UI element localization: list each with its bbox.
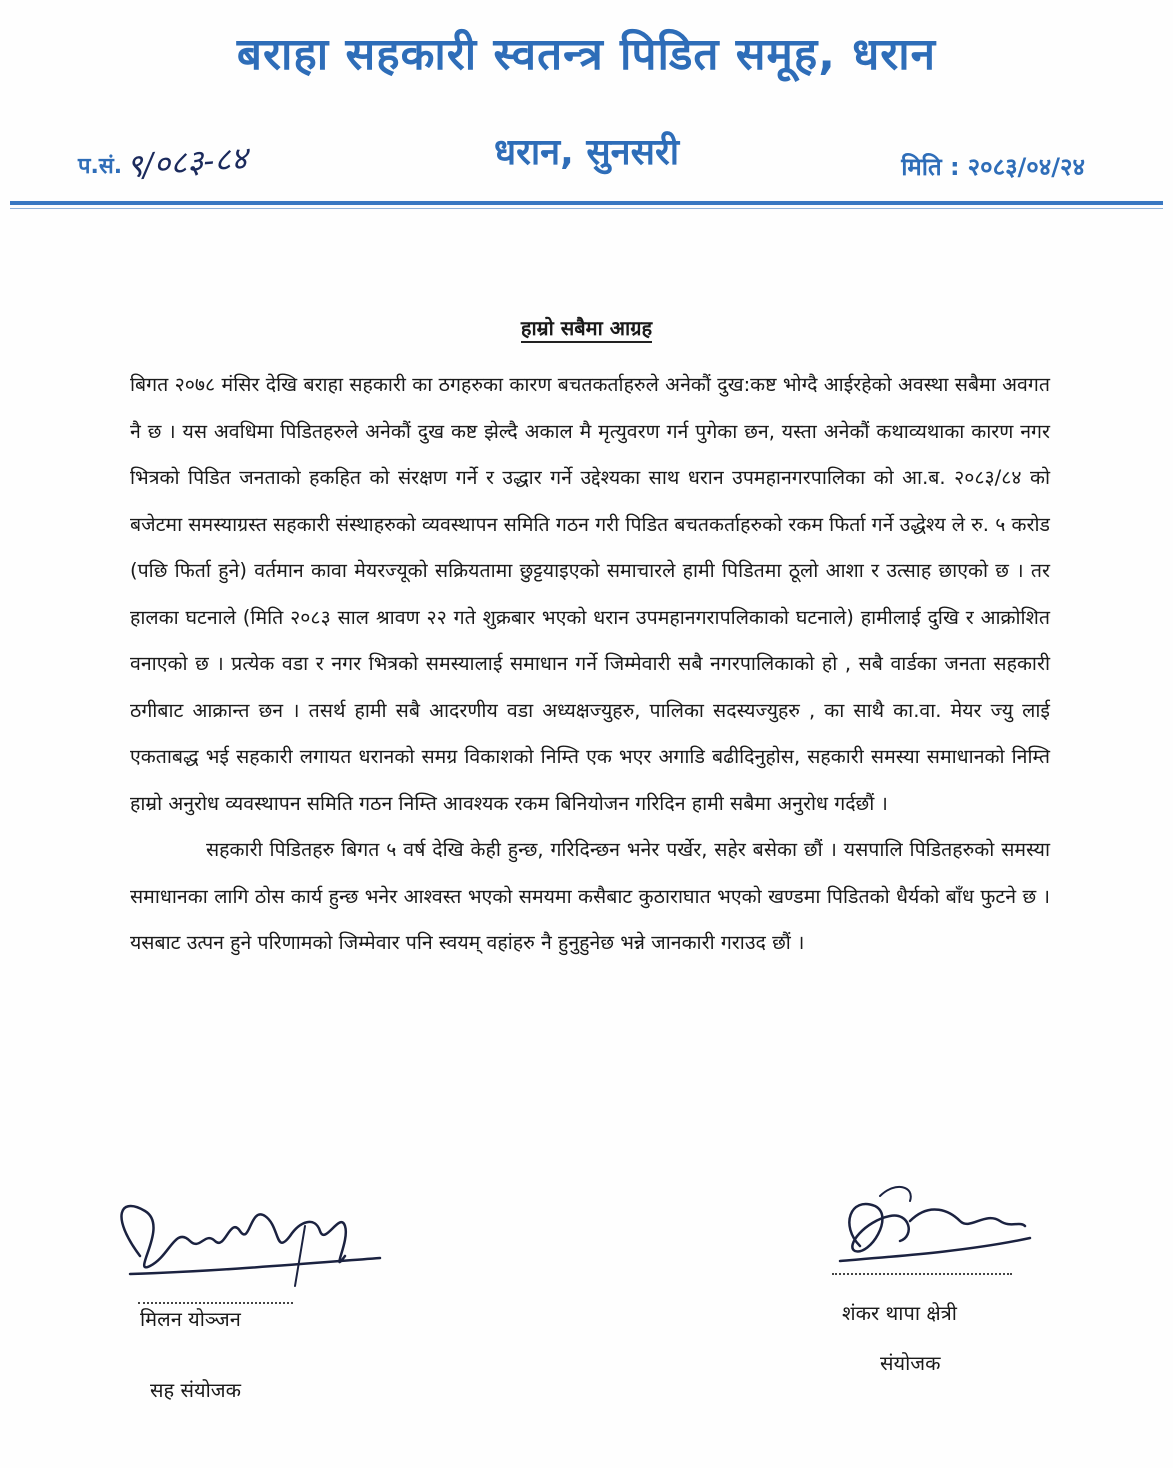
subject-text: हाम्रो सबैमा आग्रह xyxy=(521,316,652,343)
date-value: २०८३/०४/२४ xyxy=(967,153,1085,181)
right-signatory-name: शंकर थापा क्षेत्री xyxy=(842,1301,957,1325)
right-signatory-role: संयोजक xyxy=(880,1351,941,1375)
letter-body xyxy=(130,362,1050,967)
left-signatory-name: मिलन योञ्जन xyxy=(140,1307,241,1331)
left-signature xyxy=(100,1186,400,1296)
left-signature-line xyxy=(138,1302,293,1304)
body-paragraph-1: बिगत २०७८ मंसिर देखि बराहा सहकारी का ठगहरुका कारण बचतकर्ताहरुले अनेकौं दुख:कष्ट भोग्दै आईरहेको अवस्था सबैमा अवगत नै छ । यस अवधिमा पिडितहरुले अनेकौं दुख कष्ट झेल्दै अकाल मै मृत्युवरण गर्न पुगेका छन, यस्ता अनेकौं कथाव्यथाका कारण नगर भित्रको पिडित जनताको हकहित को संरक्षण गर्ने र उद्धार गर्ने उद्देश्यका साथ धरान उपमहानगरपालिका को आ.ब. २०८३/८४ को बजेटमा समस्याग्रस्त सहकारी संस्थाहरुको व्यवस्थापन समिति गठन गरी पिडित बचतकर्ताहरुको रकम फिर्ता गर्ने उद्धेश्य ले रु. ५ करोड (पछि फिर्ता हुने) वर्तमान कावा मेयरज्यूको सक्रियतामा छुट्टयाइएको समाचारले हामी पिडितमा ठूलो आशा र उत्साह छाएको छ । तर हालका घटनाले (मिति २०८३ साल श्रावण २२ गते शुक्रबार भएको धरान उपमहानगरापलिकाको घटनाले) हामीलाई दुखि र आक्रोशित वनाएको छ । प्रत्येक वडा र नगर भित्रको समस्यालाई समाधान गर्ने जिम्मेवारी सबै नगरपालिकाको हो , सबै वार्डका जनता सहकारी ठगीबाट आक्रान्त छन । तसर्थ हामी सबै आदरणीय वडा अध्यक्षज्युहरु, पालिका सदस्यज्युहरु , का साथै का.वा. मेयर ज्यु लाई एकताबद्ध भई सहकारी लगायत धरानको समग्र विकाशको निम्ति एक भएर अगाडि बढीदिनुहोस, सहकारी समस्या समाधानको निम्ति हाम्रो अनुरोध व्यवस्थापन समिति गठन निम्ति आवश्यक रकम बिनियोजन गरिदिन हामी सबैमा अनुरोध गर्दछौं । xyxy=(130,373,1050,815)
body-paragraph-2: सहकारी पिडितहरु बिगत ५ वर्ष देखि केही हुन्छ, गरिदिन्छन भनेर पर्खेर, सहेर बसेका छौं । यसपालि पिडितहरुको समस्या समाधानका लागि ठोस कार्य हुन्छ भनेर आश्वस्त भएको समयमा कसैबाट कुठाराघात भएको खण्डमा पिडितको धैर्यको बाँध फुटने छ । यसबाट उत्पन हुने परिणामको जिम्मेवार पनि स्वयम् वहांहरु नै हुनुहुनेछ भन्ने जानकारी गराउद छौं । xyxy=(130,838,1050,954)
date-label: मिति : xyxy=(901,153,960,181)
reference-label: प.सं. xyxy=(78,154,123,179)
reference-value-handwritten: ९/०८३-८४ xyxy=(124,138,249,186)
organization-name: बराहा सहकारी स्वतन्त्र पिडित समूह, धरान xyxy=(236,29,937,80)
right-signature-line xyxy=(832,1273,1012,1275)
right-signature xyxy=(820,1176,1040,1286)
header-divider-thin xyxy=(10,208,1163,209)
left-signatory-role: सह संयोजक xyxy=(150,1378,241,1402)
organization-address: धरान, सुनसरी xyxy=(493,132,680,173)
letter-subject xyxy=(0,314,1173,341)
header-divider xyxy=(10,201,1163,205)
letter-date xyxy=(901,150,1085,183)
